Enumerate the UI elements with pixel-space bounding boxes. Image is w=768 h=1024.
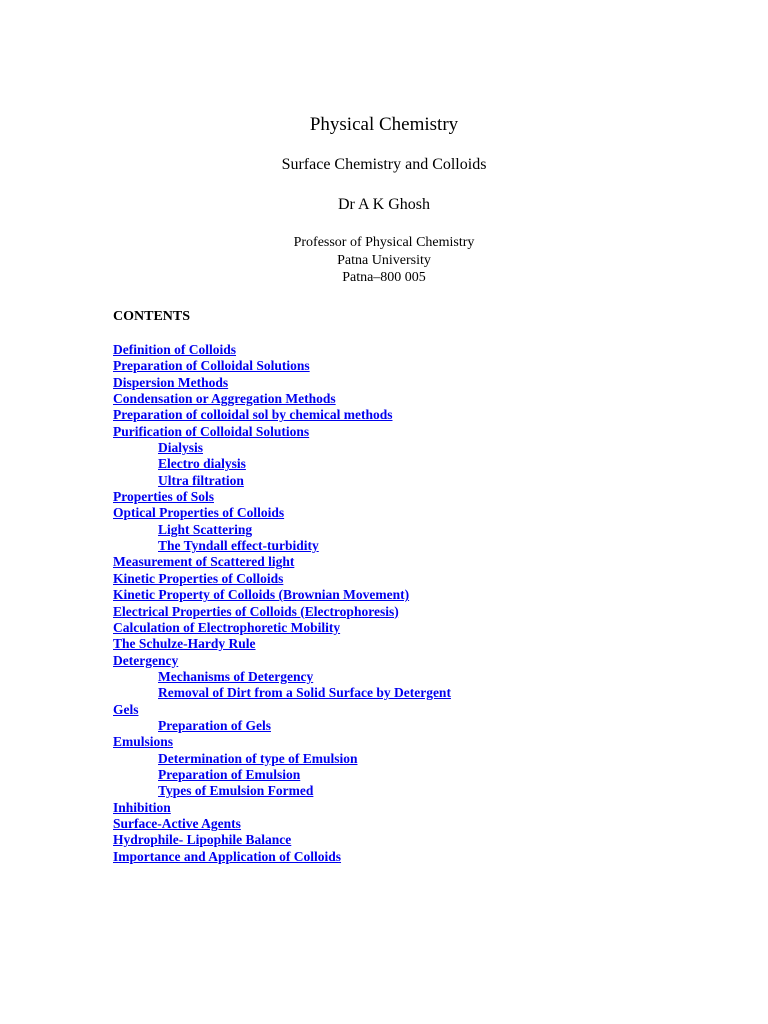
toc-link[interactable]: Emulsions: [113, 734, 174, 750]
toc-item: [113, 620, 451, 636]
toc-item: [113, 734, 451, 750]
toc-link[interactable]: Dispersion Methods: [113, 374, 229, 390]
toc-item: [113, 358, 451, 374]
toc-link[interactable]: Calculation of Electrophoretic Mobility: [113, 619, 341, 635]
toc-item: [113, 832, 451, 848]
document-subtitle: Surface Chemistry and Colloids: [281, 156, 487, 173]
toc-item: [113, 767, 451, 783]
toc-link[interactable]: Preparation of colloidal sol by chemical methods: [113, 407, 393, 423]
affiliation-position: Professor of Physical Chemistry: [293, 235, 475, 250]
toc-link[interactable]: Purification of Colloidal Solutions: [113, 423, 310, 439]
toc-item: [113, 718, 451, 734]
toc-link[interactable]: Properties of Sols: [113, 489, 214, 505]
toc-link[interactable]: Mechanisms of Detergency: [158, 668, 314, 684]
toc-link[interactable]: Gels: [113, 701, 139, 717]
document-title: Physical Chemistry: [309, 114, 459, 135]
contents-heading: CONTENTS: [113, 309, 191, 324]
toc-link[interactable]: Dialysis: [158, 440, 204, 456]
toc-item: [113, 456, 451, 472]
toc-link[interactable]: Kinetic Property of Colloids (Brownian Movement): [113, 587, 410, 603]
document-author: Dr A K Ghosh: [337, 196, 430, 213]
toc-link[interactable]: Definition of Colloids: [113, 342, 237, 357]
toc-item: [113, 489, 451, 505]
toc-link[interactable]: Preparation of Colloidal Solutions: [113, 358, 310, 374]
toc-link[interactable]: Kinetic Properties of Colloids: [113, 570, 284, 586]
toc-link[interactable]: Detergency: [113, 652, 179, 668]
toc-item: [113, 800, 451, 816]
toc-link[interactable]: Preparation of Emulsion: [158, 766, 301, 782]
toc-item: [113, 391, 451, 407]
toc-item: [113, 702, 451, 718]
toc-link[interactable]: Inhibition: [113, 799, 171, 815]
toc-item: [113, 407, 451, 423]
toc-item: [113, 473, 451, 489]
author-affiliation: [0, 234, 768, 287]
toc-item: [113, 538, 451, 554]
table-of-contents: [113, 342, 451, 865]
toc-item: [113, 604, 451, 620]
toc-item: [113, 522, 451, 538]
toc-item: [113, 375, 451, 391]
toc-link[interactable]: Surface-Active Agents: [113, 815, 241, 831]
toc-item: [113, 636, 451, 652]
toc-link[interactable]: Hydrophile- Lipophile Balance: [113, 832, 292, 848]
toc-link[interactable]: The Tyndall effect-turbidity: [158, 538, 319, 554]
toc-item: [113, 685, 451, 701]
toc-item: [113, 554, 451, 570]
toc-link[interactable]: Condensation or Aggregation Methods: [113, 391, 336, 407]
toc-item: [113, 653, 451, 669]
toc-item: [113, 587, 451, 603]
toc-item: [113, 849, 451, 865]
toc-link[interactable]: Measurement of Scattered light: [113, 554, 295, 570]
toc-item: [113, 424, 451, 440]
affiliation-city: Patna–800 005: [342, 270, 426, 285]
toc-item: [113, 669, 451, 685]
toc-item: [113, 571, 451, 587]
toc-item: [113, 816, 451, 832]
toc-item: [113, 505, 451, 521]
toc-item: [113, 783, 451, 799]
toc-item: [113, 751, 451, 767]
affiliation-university: Patna University: [337, 252, 431, 268]
toc-link[interactable]: Preparation of Gels: [158, 717, 271, 733]
toc-link[interactable]: Removal of Dirt from a Solid Surface by Detergent: [158, 685, 451, 701]
toc-link[interactable]: Light Scattering: [158, 521, 253, 537]
toc-link[interactable]: Electro dialysis: [158, 456, 246, 472]
toc-item: [113, 342, 451, 358]
toc-link[interactable]: Electrical Properties of Colloids (Electrophoresis): [113, 603, 399, 619]
toc-link[interactable]: Importance and Application of Colloids: [113, 848, 342, 864]
toc-link[interactable]: Determination of type of Emulsion: [158, 750, 358, 766]
toc-link[interactable]: Types of Emulsion Formed: [158, 783, 314, 799]
toc-link[interactable]: The Schulze-Hardy Rule: [113, 636, 256, 652]
toc-link[interactable]: Ultra filtration: [158, 472, 244, 488]
toc-link[interactable]: Optical Properties of Colloids: [113, 505, 285, 521]
toc-item: [113, 440, 451, 456]
